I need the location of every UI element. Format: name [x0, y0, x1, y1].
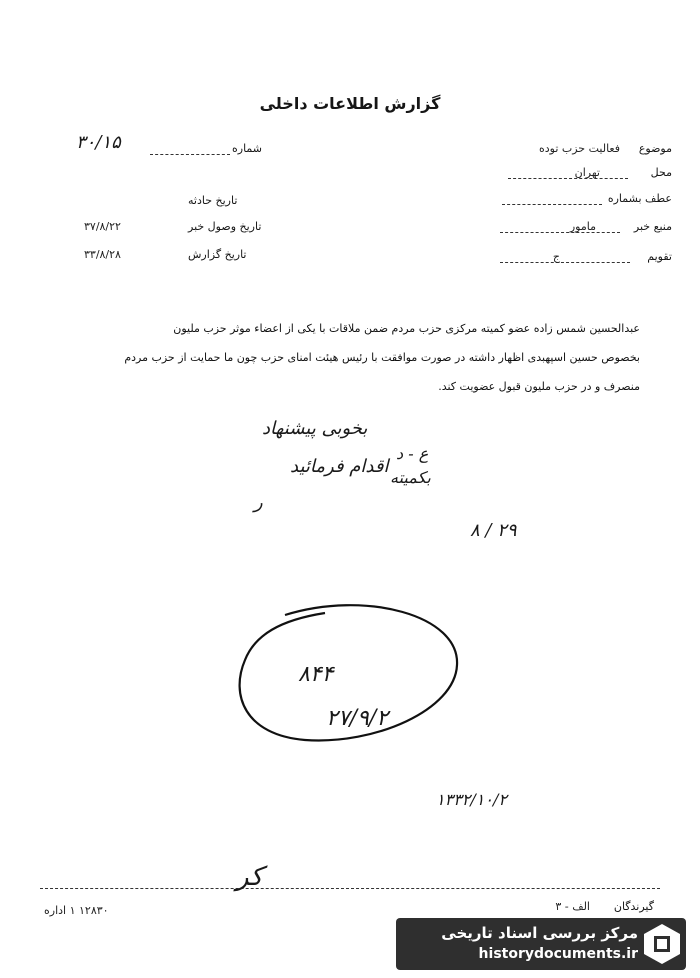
handwritten-note-mid: ۸ / ۲۹: [470, 520, 517, 541]
handwritten-note-left-2: بکمیته: [390, 468, 431, 487]
event-date-label: تاریخ حادثه: [188, 194, 238, 207]
handwritten-note-left-1: ع - د: [396, 444, 429, 463]
source-value: مامور: [569, 220, 596, 233]
body-line-1: عبدالحسین شمس زاده عضو کمیته مرکزی حزب مردم ضمن ملاقات با یکی از اعضاء موثر حزب ملیون: [173, 322, 640, 335]
handwritten-note-right-2: اقدام فرمائید: [290, 456, 389, 477]
place-underline: [508, 178, 628, 179]
handwritten-bottom-sign: کر: [236, 862, 263, 892]
circle-date: ۲۷/۹/۲: [326, 706, 389, 731]
receipt-date-label: تاریخ وصول خبر: [188, 220, 262, 233]
report-date-value: ۳۳/۸/۲۸: [84, 248, 121, 261]
handwritten-date: ۱۳۳۲/۱۰/۲: [436, 790, 507, 809]
recipients-label: گیرندگان: [613, 900, 654, 913]
place-value: تهران: [574, 166, 600, 179]
circle-number: ۸۴۴: [298, 662, 334, 687]
evaluation-label: تقویم: [647, 250, 672, 263]
recipients-value: الف - ۳: [555, 900, 590, 913]
ref-label: عطف بشماره: [607, 192, 672, 205]
handwritten-note-right-3: ر: [254, 492, 263, 513]
watermark-title: مرکز بررسی اسناد تاریخی: [441, 924, 638, 942]
handwritten-note-right-1: بخوبی پیشنهاد: [262, 418, 368, 439]
subject-label: موضوع: [638, 142, 672, 155]
archive-logo-icon: [642, 922, 682, 966]
body-line-3: منصرف و در حزب ملیون قبول عضویت کند.: [438, 380, 640, 393]
handwritten-circle: [225, 595, 475, 755]
watermark-url: historydocuments.ir: [478, 946, 638, 962]
receipt-date-value: ۳۷/۸/۲۲: [84, 220, 121, 233]
report-date-label: تاریخ گزارش: [188, 248, 247, 261]
document-title: گزارش اطلاعات داخلی: [259, 94, 441, 113]
number-label: شماره: [232, 142, 263, 155]
number-value: ۳۰/۱۵: [76, 132, 121, 153]
form-code: ۱۲۸۳۰ ۱ اداره: [44, 904, 109, 917]
footer-divider: [40, 888, 660, 889]
source-label: منبع خبر: [633, 220, 672, 233]
body-line-2: بخصوص حسین اسپهبدی اظهار داشته در صورت موافقت با رئیس هیئت امنای حزب چون ما حمایت از حزب مردم: [124, 351, 640, 364]
subject-value: فعالیت حزب توده: [538, 142, 620, 155]
source-underline: [500, 232, 620, 233]
number-underline: [150, 154, 230, 155]
evaluation-value: ج: [552, 250, 560, 263]
evaluation-underline: [500, 262, 630, 263]
ref-underline: [502, 204, 602, 205]
place-label: محل: [650, 166, 672, 179]
